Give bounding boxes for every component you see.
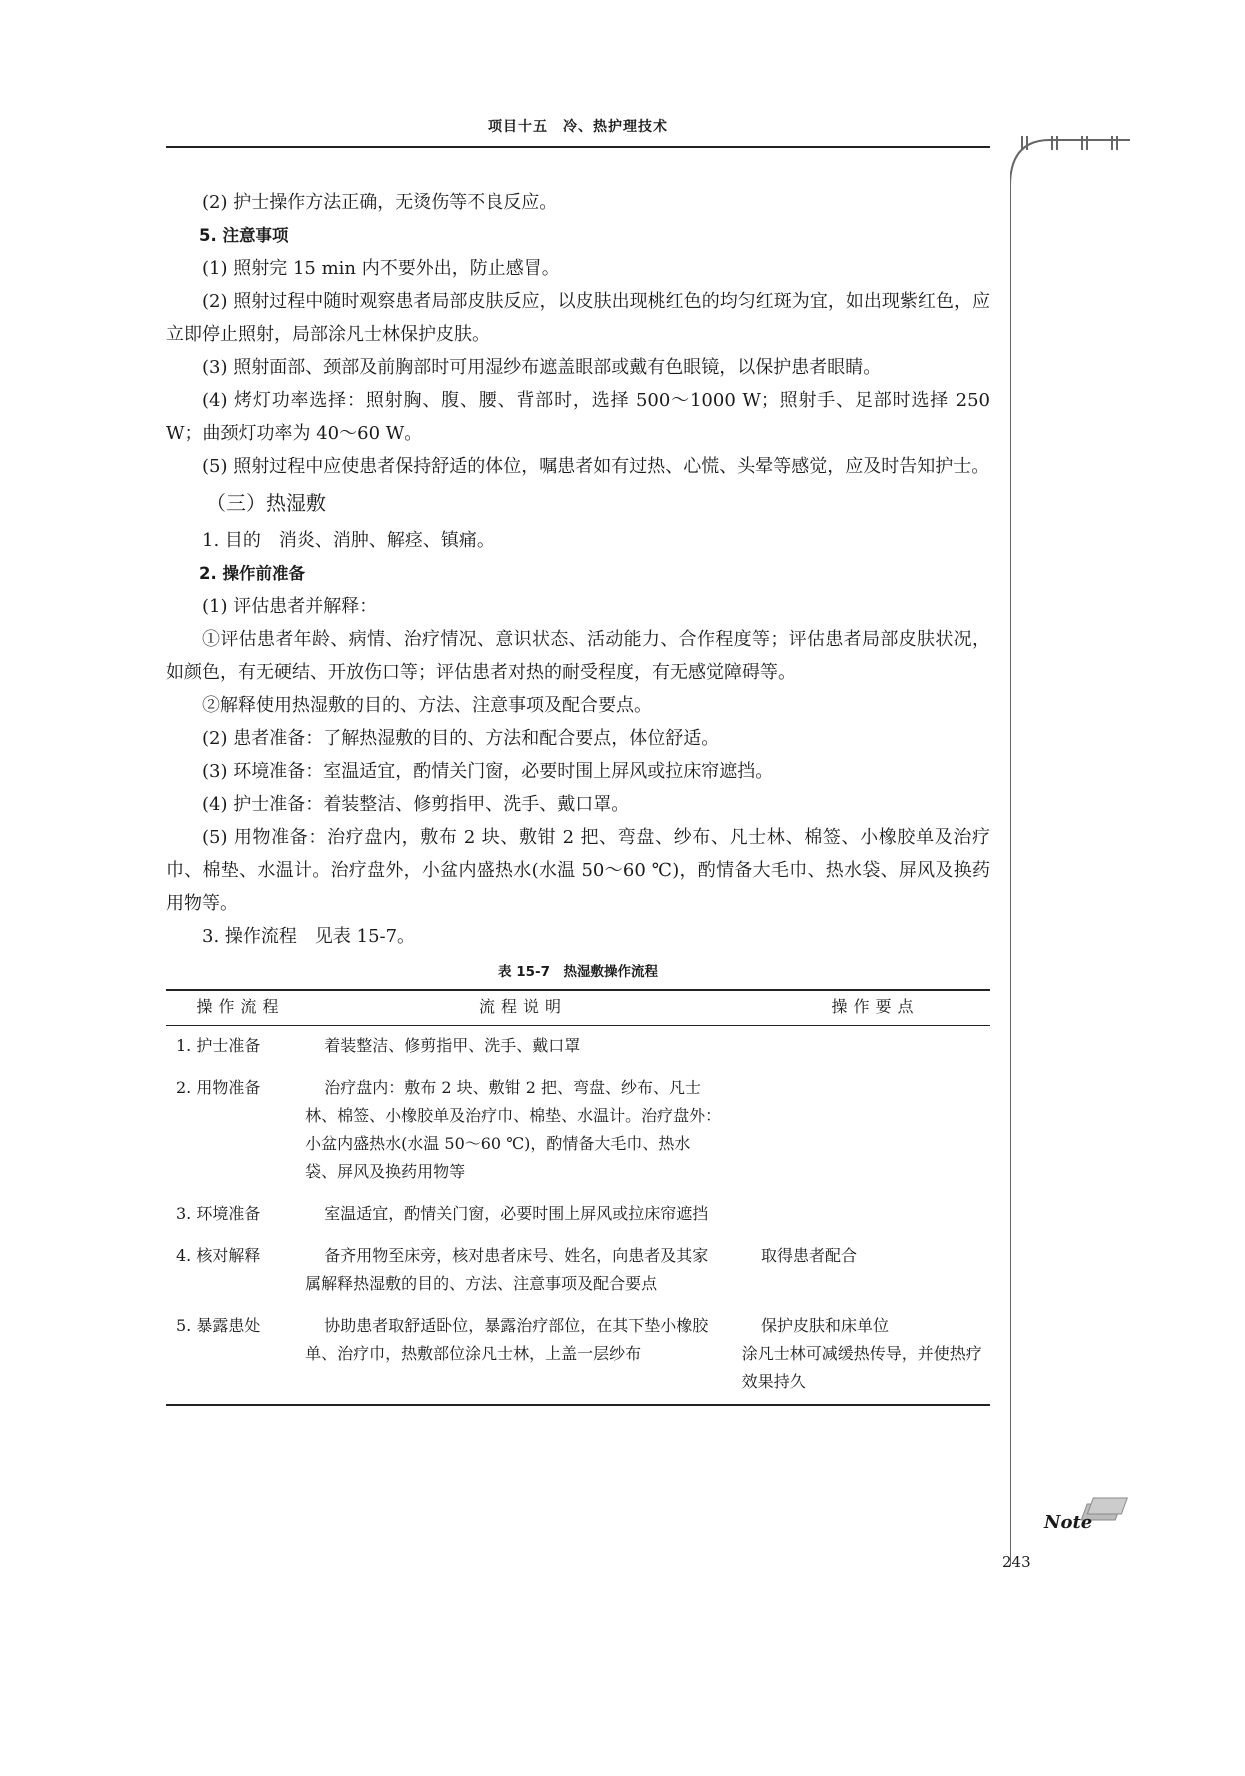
table-cell-key: 保护皮肤和床单位 涂凡士林可减缓热传导，并使热疗效果持久: [742, 1306, 990, 1405]
paragraph: (1) 照射完 15 min 内不要外出，防止感冒。: [202, 258, 560, 279]
paragraph: (4) 护士准备：着装整洁、修剪指甲、洗手、戴口罩。: [202, 794, 630, 815]
paragraph: 3. 操作流程 见表 15-7。: [202, 926, 416, 947]
paragraph: (2) 照射过程中随时观察患者局部皮肤反应，以皮肤出现桃红色的均匀红斑为宜，如出现紫红色，应立即停止照射，局部涂凡士林保护皮肤。: [166, 291, 990, 345]
paragraph: (1) 评估患者并解释：: [202, 596, 378, 617]
paragraph: (3) 环境准备：室温适宜，酌情关门窗，必要时围上屏风或拉床帘遮挡。: [202, 761, 774, 782]
table-cell-step: 4. 核对解释: [176, 1246, 261, 1265]
table-cell-step: 1. 护士准备: [176, 1036, 261, 1055]
operation-flow-table: [166, 989, 990, 1406]
paragraph: ①评估患者年龄、病情、治疗情况、意识状态、活动能力、合作程度等；评估患者局部皮肤状况，如颜色，有无硬结、开放伤口等；评估患者对热的耐受程度，有无感觉障碍等。: [166, 629, 990, 683]
table-cell-desc: 备齐用物至床旁，核对患者床号、姓名，向患者及其家属解释热湿敷的目的、方法、注意事项及配合要点: [305, 1246, 709, 1293]
paragraph: (2) 护士操作方法正确，无烫伤等不良反应。: [202, 192, 558, 213]
paragraph: （三）热湿敷: [206, 491, 326, 515]
paragraphs: [166, 186, 990, 953]
main-content: [166, 186, 990, 1406]
table-row: [166, 1236, 990, 1306]
table-cell-step: 2. 用物准备: [176, 1078, 261, 1097]
table-cell-step: 3. 环境准备: [176, 1204, 261, 1223]
table-header-desc: 流程说明: [305, 990, 742, 1026]
paragraph: (2) 患者准备：了解热湿敷的目的、方法和配合要点，体位舒适。: [202, 728, 720, 749]
binding-marks-icon: [1022, 136, 1117, 150]
header-rule: [166, 146, 990, 148]
margin-decoration: [1010, 136, 1210, 1776]
table-caption: 表 15-7 热湿敷操作流程: [498, 964, 658, 980]
paragraph: ②解释使用热湿敷的目的、方法、注意事项及配合要点。: [202, 695, 652, 716]
table-row: [166, 1194, 990, 1236]
table-cell-desc: 治疗盘内：敷布 2 块、敷钳 2 把、弯盘、纱布、凡士林、棉签、小橡胶单及治疗巾、棉垫、水温计。治疗盘外：小盆内盛热水(水温 50～60 ℃)，酌情备大毛巾、热水袋、屏风及换药用物等: [305, 1078, 722, 1181]
page-header-title: 项目十五 冷、热护理技术: [488, 119, 668, 135]
table-cell-key: [742, 1068, 990, 1194]
paragraph: (3) 照射面部、颈部及前胸部时可用湿纱布遮盖眼部或戴有色眼镜，以保护患者眼睛。: [202, 357, 882, 378]
paragraph: (5) 照射过程中应使患者保持舒适的体位，嘱患者如有过热、心慌、头晕等感觉，应及时告知护士。: [202, 456, 990, 477]
table-cell-desc: 室温适宜，酌情关门窗，必要时围上屏风或拉床帘遮挡: [324, 1204, 709, 1223]
table-cell-desc: 着装整洁、修剪指甲、洗手、戴口罩: [324, 1036, 581, 1055]
note-label: Note: [1044, 1512, 1093, 1533]
paragraph: 5. 注意事项: [199, 226, 289, 245]
table-row: [166, 1306, 990, 1405]
table-row: [166, 1068, 990, 1194]
table-cell-key: [742, 1194, 990, 1236]
paragraph: 1. 目的 消炎、消肿、解痉、镇痛。: [202, 530, 495, 551]
paragraph: (4) 烤灯功率选择：照射胸、腹、腰、背部时，选择 500～1000 W；照射手、足部时选择 250 W；曲颈灯功率为 40～60 W。: [166, 390, 990, 444]
paragraph: 2. 操作前准备: [199, 564, 305, 583]
table-cell-key: [742, 1026, 990, 1069]
table-header-key: 操作要点: [742, 990, 990, 1026]
table-row: [166, 1026, 990, 1069]
paragraph: (5) 用物准备：治疗盘内，敷布 2 块、敷钳 2 把、弯盘、纱布、凡士林、棉签、小橡胶单及治疗巾、棉垫、水温计。治疗盘外，小盆内盛热水(水温 50～60 ℃)，酌情备大毛巾、热水袋、屏风及换药用物等。: [166, 827, 990, 914]
page-number: 243: [1002, 1553, 1031, 1571]
table-cell-key: 取得患者配合: [760, 1246, 857, 1265]
table-cell-desc: 协助患者取舒适卧位，暴露治疗部位，在其下垫小橡胶单、治疗巾，热敷部位涂凡士林，上盖一层纱布: [305, 1306, 742, 1405]
table-header-step: 操作流程: [166, 990, 305, 1026]
table-cell-step: 5. 暴露患处: [166, 1306, 305, 1405]
